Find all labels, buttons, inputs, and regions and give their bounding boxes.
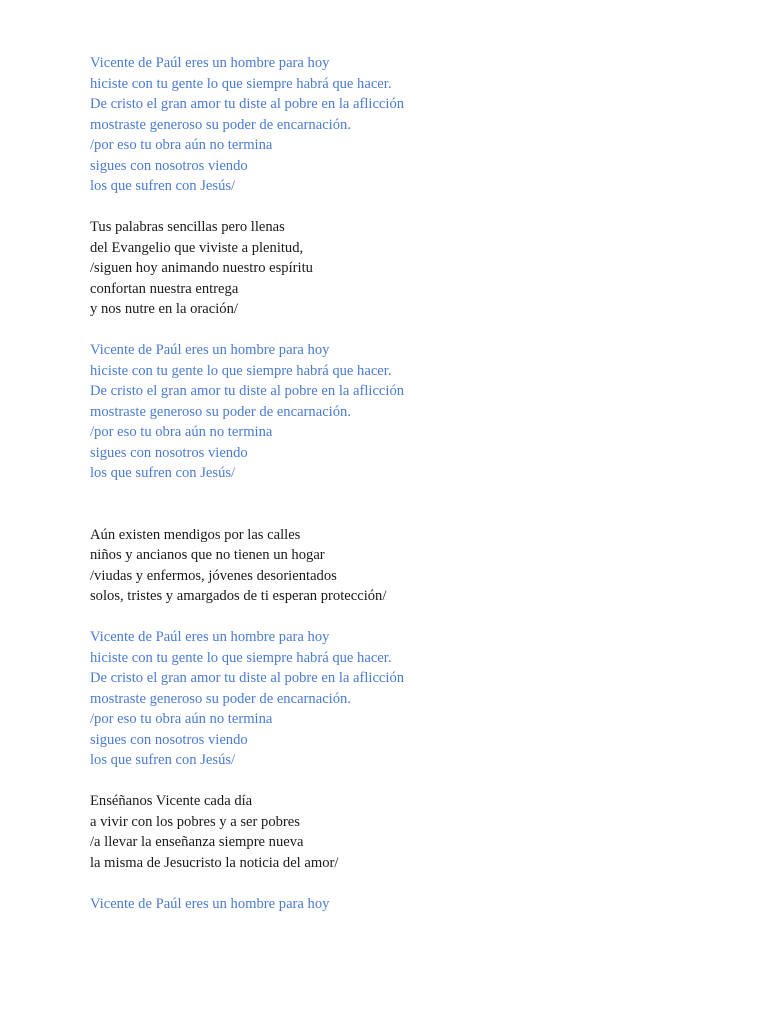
lyric-line: De cristo el gran amor tu diste al pobre en la aflicción <box>90 670 405 686</box>
lyric-line: Vicente de Paúl eres un hombre para hoy <box>90 55 330 71</box>
lyric-line: los que sufren con Jesús/ <box>90 178 236 194</box>
lyric-line: confortan nuestra entrega <box>90 280 239 297</box>
chorus-stanza <box>90 340 730 484</box>
lyric-line: la misma de Jesucristo la noticia del amor/ <box>90 854 339 871</box>
stanza-spacer <box>90 607 730 628</box>
lyric-line: /por eso tu obra aún no termina <box>90 711 273 727</box>
lyric-line: mostraste generoso su poder de encarnación. <box>90 690 351 707</box>
stanza-spacer <box>90 320 730 341</box>
lyric-line: /siguen hoy animando nuestro espíritu <box>90 260 313 276</box>
lyric-line: sigues con nosotros viendo <box>90 731 248 748</box>
lyric-line: y nos nutre en la oración/ <box>90 301 238 317</box>
chorus-stanza <box>90 627 730 771</box>
lyrics-document <box>90 53 730 914</box>
lyric-line: hiciste con tu gente lo que siempre habrá que hacer. <box>90 649 392 666</box>
lyric-line: hiciste con tu gente lo que siempre habrá que hacer. <box>90 75 392 92</box>
lyric-line: niños y ancianos que no tienen un hogar <box>90 547 325 563</box>
lyric-line: Enséñanos Vicente cada día <box>90 793 253 809</box>
lyric-line: sigues con nosotros viendo <box>90 444 248 461</box>
lyric-line: /viudas y enfermos, jóvenes desorientados <box>90 567 337 584</box>
lyric-line: Vicente de Paúl eres un hombre para hoy <box>90 629 330 645</box>
lyric-line: Vicente de Paúl eres un hombre para hoy <box>90 342 330 358</box>
lyric-line: a vivir con los pobres y a ser pobres <box>90 813 300 830</box>
verse-stanza <box>90 525 730 607</box>
lyric-line: solos, tristes y amargados de ti esperan protección/ <box>90 588 387 604</box>
lyric-line: /por eso tu obra aún no termina <box>90 137 273 153</box>
lyric-line: De cristo el gran amor tu diste al pobre en la aflicción <box>90 96 405 112</box>
stanza-spacer <box>90 771 730 792</box>
lyric-line: /por eso tu obra aún no termina <box>90 424 273 440</box>
verse-stanza <box>90 217 730 320</box>
lyric-line: los que sufren con Jesús/ <box>90 465 236 481</box>
lyric-line: sigues con nosotros viendo <box>90 157 248 174</box>
lyric-line: De cristo el gran amor tu diste al pobre en la aflicción <box>90 383 405 399</box>
chorus-stanza <box>90 53 730 197</box>
stanza-spacer <box>90 197 730 218</box>
lyric-line: Vicente de Paúl eres un hombre para hoy <box>90 895 330 912</box>
lyric-line: mostraste generoso su poder de encarnación. <box>90 116 351 133</box>
lyric-line: /a llevar la enseñanza siempre nueva <box>90 834 304 850</box>
lyric-line: Tus palabras sencillas pero llenas <box>90 219 285 235</box>
chorus-stanza <box>90 894 730 915</box>
lyric-line: hiciste con tu gente lo que siempre habrá que hacer. <box>90 362 392 379</box>
verse-stanza <box>90 791 730 873</box>
lyric-line: del Evangelio que viviste a plenitud, <box>90 239 304 256</box>
lyric-line: Aún existen mendigos por las calles <box>90 526 301 543</box>
stanza-spacer <box>90 873 730 894</box>
lyric-line: los que sufren con Jesús/ <box>90 752 236 768</box>
lyric-line: mostraste generoso su poder de encarnación. <box>90 403 351 420</box>
stanza-spacer <box>90 484 730 525</box>
